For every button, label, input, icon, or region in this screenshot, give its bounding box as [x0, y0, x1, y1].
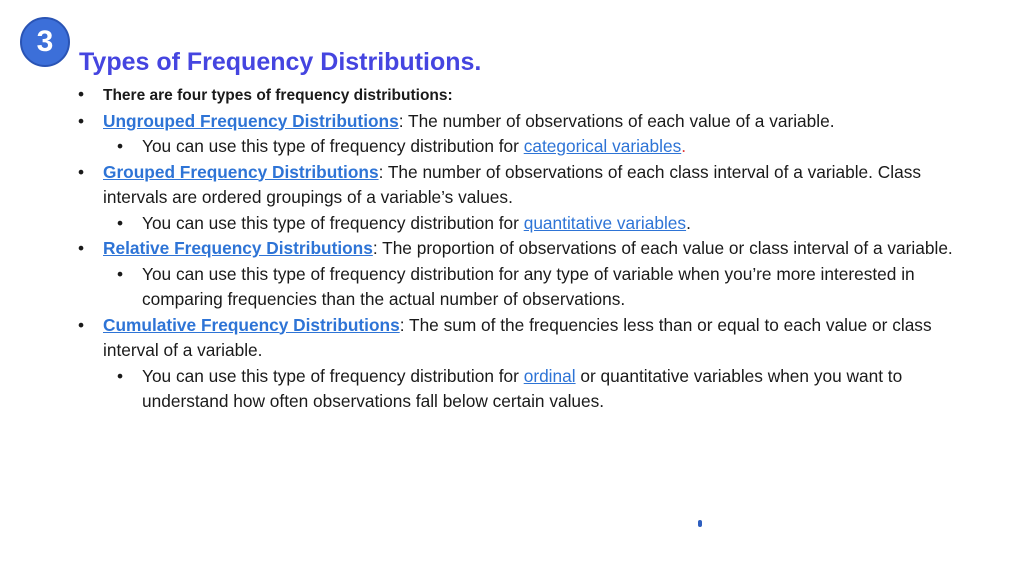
term-link-ungrouped[interactable]: Ungrouped Frequency Distributions [103, 110, 399, 131]
sub-item-text: You can use this type of frequency distribution for [142, 212, 524, 233]
intro-text: There are four types of frequency distributions: [103, 87, 453, 104]
bullet-icon: • [117, 263, 124, 284]
sub-item-text-end: . [681, 136, 687, 156]
bullet-icon: • [117, 212, 124, 233]
section-number-badge [20, 17, 70, 67]
sub-item-text-end: or quantitative variables when you want to understand how often observations fall below certain values. [142, 365, 903, 411]
term-link-cumulative[interactable]: Cumulative Frequency Distributions [103, 314, 400, 335]
link-categorical-variables[interactable]: categorical variables [523, 136, 682, 156]
sub-item-text: You can use this type of frequency distribution for any type of variable when you’re more interested in comparing frequencies than the actual number of observations. [142, 263, 915, 309]
list-item-ungrouped [78, 109, 978, 135]
bullet-icon: • [78, 110, 85, 131]
sub-item-cumulative [117, 364, 978, 415]
decorative-dot [698, 520, 702, 527]
sub-item-grouped [117, 211, 978, 237]
list-item-intro [78, 82, 978, 109]
sub-item-text: You can use this type of frequency distribution for [142, 365, 524, 386]
sub-item-ungrouped [117, 134, 978, 160]
definition-text: : The number of observations of each class interval of a variable. Class intervals are ordered groupings of a variable’s values. [103, 161, 921, 207]
section-number: 3 [36, 25, 54, 58]
sub-item-text-end: . [686, 212, 691, 233]
sub-item-text: You can use this type of frequency distribution for [142, 136, 524, 156]
slide-title: Types of Frequency Distributions. [79, 48, 482, 76]
term-link-relative[interactable]: Relative Frequency Distributions [103, 238, 373, 258]
bullet-icon: • [78, 314, 85, 335]
definition-text: : The sum of the frequencies less than or equal to each value or class interval of a variable. [103, 314, 932, 360]
bullet-list [78, 82, 978, 415]
link-ordinal[interactable]: ordinal [523, 365, 576, 386]
bullet-icon: • [117, 365, 124, 386]
definition-text: : The proportion of observations of each value or class interval of a variable. [372, 238, 953, 258]
sub-item-relative [117, 262, 978, 313]
bullet-icon: • [78, 84, 85, 104]
list-item-relative [78, 236, 978, 262]
term-link-grouped[interactable]: Grouped Frequency Distributions [103, 161, 379, 182]
list-item-grouped [78, 160, 978, 211]
list-item-cumulative [78, 313, 978, 364]
bullet-icon: • [78, 161, 85, 182]
bullet-icon: • [117, 136, 124, 156]
bullet-icon: • [78, 238, 85, 258]
link-quantitative-variables[interactable]: quantitative variables [523, 212, 687, 233]
definition-text: : The number of observations of each value of a variable. [398, 110, 835, 131]
